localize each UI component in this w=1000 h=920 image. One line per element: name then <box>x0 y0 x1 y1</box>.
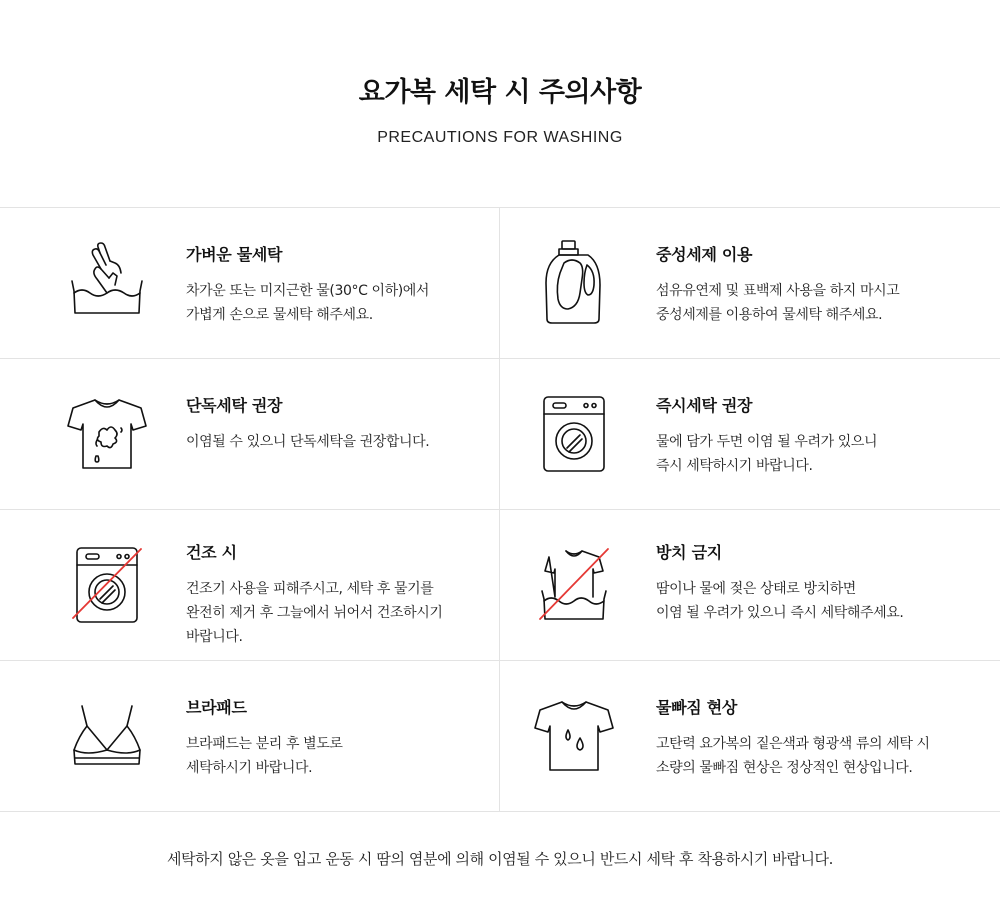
desc-line: 고탄력 요가복의 짙은색과 형광색 류의 세탁 시 <box>656 736 930 752</box>
care-item-no-neglect <box>500 510 1000 660</box>
care-item-title: 물빠짐 현상 <box>656 698 738 717</box>
care-item-text <box>186 540 442 649</box>
care-grid <box>0 207 1000 811</box>
care-item-drying <box>0 510 500 660</box>
desc-line: 이염 될 우려가 있으니 즉시 세탁해주세요. <box>656 605 904 621</box>
desc-line: 섬유유연제 및 표백제 사용을 하지 마시고 <box>656 283 900 299</box>
care-item-desc <box>186 279 429 327</box>
care-item-title: 즉시세탁 권장 <box>656 396 753 415</box>
desc-line: 가볍게 손으로 물세탁 해주세요. <box>186 307 373 323</box>
care-item-desc <box>656 732 930 780</box>
care-item-text <box>186 393 429 454</box>
care-item-text <box>656 695 930 780</box>
detergent-bottle-icon <box>524 233 624 333</box>
care-item-bra-pad <box>0 661 500 811</box>
desc-line: 물에 담가 두면 이염 될 우려가 있으니 <box>656 434 878 450</box>
desc-line: 차가운 또는 미지근한 물(30°C 이하)에서 <box>186 283 430 299</box>
care-item-text <box>656 540 903 625</box>
care-item-text <box>186 695 343 780</box>
no-dryer-icon <box>57 535 157 635</box>
sports-bra-icon <box>57 686 157 786</box>
desc-line: 건조기 사용을 피해주시고, 세탁 후 물기를 <box>186 581 434 597</box>
care-item-separate-wash <box>0 359 500 509</box>
care-item-neutral-detergent <box>500 208 1000 358</box>
stained-shirt-icon <box>57 384 157 484</box>
care-row <box>0 661 1000 812</box>
footer-note: 세탁하지 않은 옷을 입고 운동 시 땀의 염분에 의해 이염될 수 있으니 반드시 세탁 후 착용하시기 바랍니다. <box>166 850 834 868</box>
desc-line: 브라패드는 분리 후 별도로 <box>186 736 343 752</box>
care-item-desc <box>656 279 899 327</box>
desc-line: 중성세제를 이용하여 물세탁 해주세요. <box>656 307 883 323</box>
care-row <box>0 208 1000 359</box>
care-item-title: 가벼운 물세탁 <box>186 245 283 264</box>
desc-line: 소량의 물빠짐 현상은 정상적인 현상입니다. <box>656 760 913 776</box>
desc-line: 완전히 제거 후 그늘에서 뉘어서 건조하시기 <box>186 605 443 621</box>
care-item-title: 중성세제 이용 <box>656 245 753 264</box>
care-row <box>0 510 1000 661</box>
care-item-title: 방치 금지 <box>656 543 722 562</box>
care-item-text <box>186 242 429 327</box>
care-item-text <box>656 393 877 478</box>
care-item-dye-bleeding <box>500 661 1000 811</box>
hand-wash-icon <box>57 233 157 333</box>
desc-line: 이염될 수 있으니 단독세탁을 권장합니다. <box>186 434 430 450</box>
no-soaking-icon <box>524 535 624 635</box>
dye-bleed-shirt-icon <box>524 686 624 786</box>
desc-line: 즉시 세탁하시기 바랍니다. <box>656 458 813 474</box>
desc-line: 땀이나 물에 젖은 상태로 방치하면 <box>656 581 856 597</box>
care-item-hand-wash <box>0 208 500 358</box>
care-item-desc <box>656 430 877 478</box>
page-title: 요가복 세탁 시 주의사항 <box>358 77 642 108</box>
desc-line: 바랍니다. <box>186 629 243 645</box>
care-item-desc <box>186 732 343 780</box>
care-item-immediate-wash <box>500 359 1000 509</box>
care-item-desc <box>656 577 903 625</box>
care-row <box>0 359 1000 510</box>
care-item-text <box>656 242 899 327</box>
page-subtitle: PRECAUTIONS FOR WASHING <box>377 129 623 146</box>
desc-line: 세탁하시기 바랍니다. <box>186 760 313 776</box>
care-item-desc <box>186 577 442 649</box>
care-item-desc <box>186 430 429 454</box>
washing-machine-icon <box>524 384 624 484</box>
care-item-title: 단독세탁 권장 <box>186 396 283 415</box>
care-item-title: 브라패드 <box>186 698 247 717</box>
care-item-title: 건조 시 <box>186 543 237 562</box>
